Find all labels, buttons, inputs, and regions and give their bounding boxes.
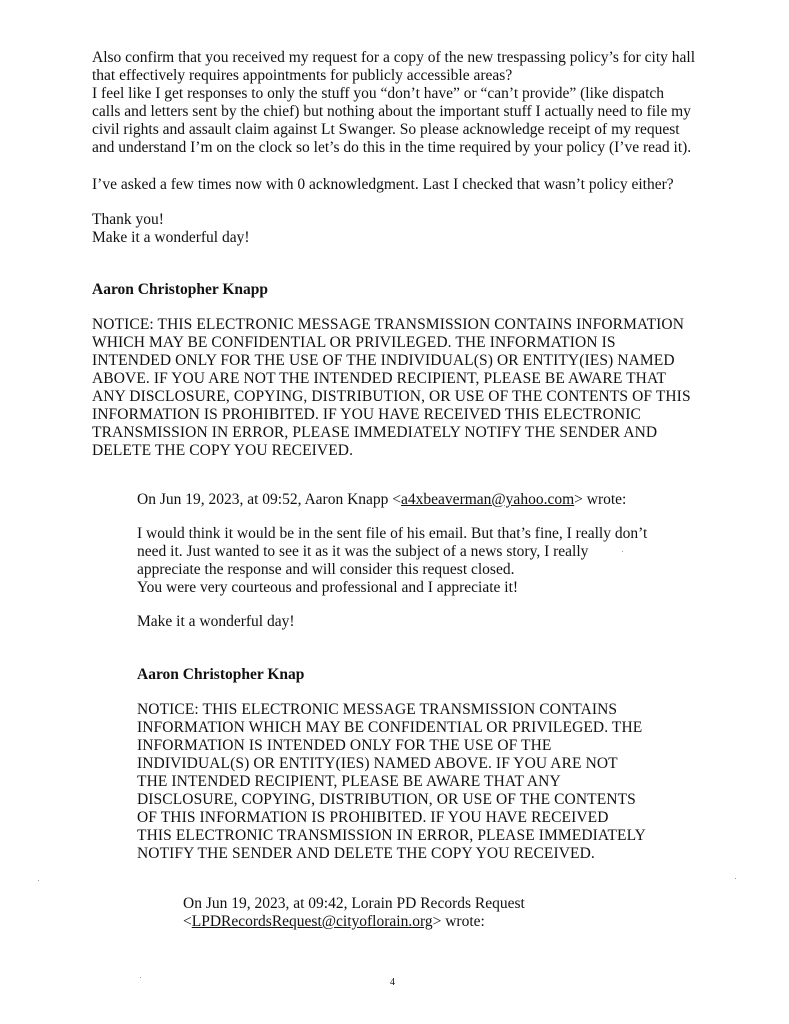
notice-line: INDIVIDUAL(S) OR ENTITY(IES) NAMED ABOVE. IF YOU ARE NOT xyxy=(137,755,618,772)
notice-line: DELETE THE COPY YOU RECEIVED. xyxy=(92,442,354,459)
message2-body xyxy=(137,525,647,597)
message1-line: civil rights and assault claim against Lt Swanger. So please acknowledge receipt of my request xyxy=(92,121,680,138)
notice-line: THIS ELECTRONIC TRANSMISSION IN ERROR, PLEASE IMMEDIATELY xyxy=(137,827,646,844)
message1-body xyxy=(92,49,695,157)
scan-speck xyxy=(622,551,623,552)
message1-notice xyxy=(92,316,691,460)
message1-line: calls and letters sent by the chief) but nothing about the important stuff I actually need to file my xyxy=(92,103,691,120)
message3-header-line2 xyxy=(183,913,525,931)
notice-line: DISCLOSURE, COPYING, DISTRIBUTION, OR USE OF THE CONTENTS xyxy=(137,791,636,808)
notice-line: INFORMATION IS PROHIBITED. IF YOU HAVE RECEIVED THIS ELECTRONIC xyxy=(92,406,641,423)
message1-signoff: Make it a wonderful day! xyxy=(92,229,250,246)
notice-line: TRANSMISSION IN ERROR, PLEASE IMMEDIATELY NOTIFY THE SENDER AND xyxy=(92,424,658,441)
page-number: 4 xyxy=(390,977,395,988)
message2-notice xyxy=(137,701,646,863)
notice-line: INFORMATION WHICH MAY BE CONFIDENTIAL OR PRIVILEGED. THE xyxy=(137,719,643,736)
message1-line: Also confirm that you received my request for a copy of the new trespassing policy’s for city hall xyxy=(92,49,696,66)
notice-line: ANY DISCLOSURE, COPYING, DISTRIBUTION, OR USE OF THE CONTENTS OF THIS xyxy=(92,388,691,405)
message2-line: I would think it would be in the sent file of his email. But that’s fine, I really don’t xyxy=(137,525,648,542)
message2-header-prefix: On Jun 19, 2023, at 09:52, Aaron Knapp < xyxy=(137,491,402,508)
message1-closing xyxy=(92,211,250,247)
message2-header-suffix: > wrote: xyxy=(574,491,627,508)
message3-header xyxy=(183,895,525,931)
message1-signature: Aaron Christopher Knapp xyxy=(92,281,268,298)
message2-header xyxy=(137,491,626,509)
notice-line: INTENDED ONLY FOR THE USE OF THE INDIVIDUAL(S) OR ENTITY(IES) NAMED xyxy=(92,352,675,369)
message1-line: and understand I’m on the clock so let’s do this in the time required by your policy (I’ve read it). xyxy=(92,139,692,156)
notice-line: NOTICE: THIS ELECTRONIC MESSAGE TRANSMISSION CONTAINS xyxy=(137,701,618,718)
message3-header-line1: On Jun 19, 2023, at 09:42, Lorain PD Records Request xyxy=(183,895,525,912)
message2-signoff: Make it a wonderful day! xyxy=(137,613,295,630)
message3-header-lt: < xyxy=(183,913,192,930)
notice-line: INFORMATION IS INTENDED ONLY FOR THE USE OF THE xyxy=(137,737,552,754)
notice-line: NOTIFY THE SENDER AND DELETE THE COPY YOU RECEIVED. xyxy=(137,845,595,862)
message2-sender-email-link[interactable]: a4xbeaverman@yahoo.com xyxy=(401,491,575,508)
message1-line: that effectively requires appointments for publicly accessible areas? xyxy=(92,67,513,84)
scan-speck xyxy=(735,878,736,879)
notice-line: NOTICE: THIS ELECTRONIC MESSAGE TRANSMISSION CONTAINS INFORMATION xyxy=(92,316,684,333)
message1-followup: I’ve asked a few times now with 0 acknowledgment. Last I checked that wasn’t policy either? xyxy=(92,176,674,193)
message2-line: need it. Just wanted to see it as it was the subject of a news story, I really xyxy=(137,543,589,560)
scan-speck xyxy=(140,977,141,978)
message2-line: You were very courteous and professional and I appreciate it! xyxy=(137,579,519,596)
message1-thanks: Thank you! xyxy=(92,211,164,228)
notice-line: THE INTENDED RECIPIENT, PLEASE BE AWARE THAT ANY xyxy=(137,773,561,790)
notice-line: WHICH MAY BE CONFIDENTIAL OR PRIVILEGED. THE INFORMATION IS xyxy=(92,334,616,351)
message2-signature: Aaron Christopher Knap xyxy=(137,666,305,683)
message1-line: I feel like I get responses to only the stuff you “don’t have” or “can’t provide” (like dispatch xyxy=(92,85,665,102)
message3-header-suffix: > wrote: xyxy=(432,913,485,930)
notice-line: ABOVE. IF YOU ARE NOT THE INTENDED RECIPIENT, PLEASE BE AWARE THAT xyxy=(92,370,667,387)
notice-line: OF THIS INFORMATION IS PROHIBITED. IF YOU HAVE RECEIVED xyxy=(137,809,609,826)
message3-sender-email-link[interactable]: LPDRecordsRequest@cityoflorain.org xyxy=(191,913,433,930)
message2-line: appreciate the response and will consider this request closed. xyxy=(137,561,515,578)
scan-speck xyxy=(38,880,39,881)
